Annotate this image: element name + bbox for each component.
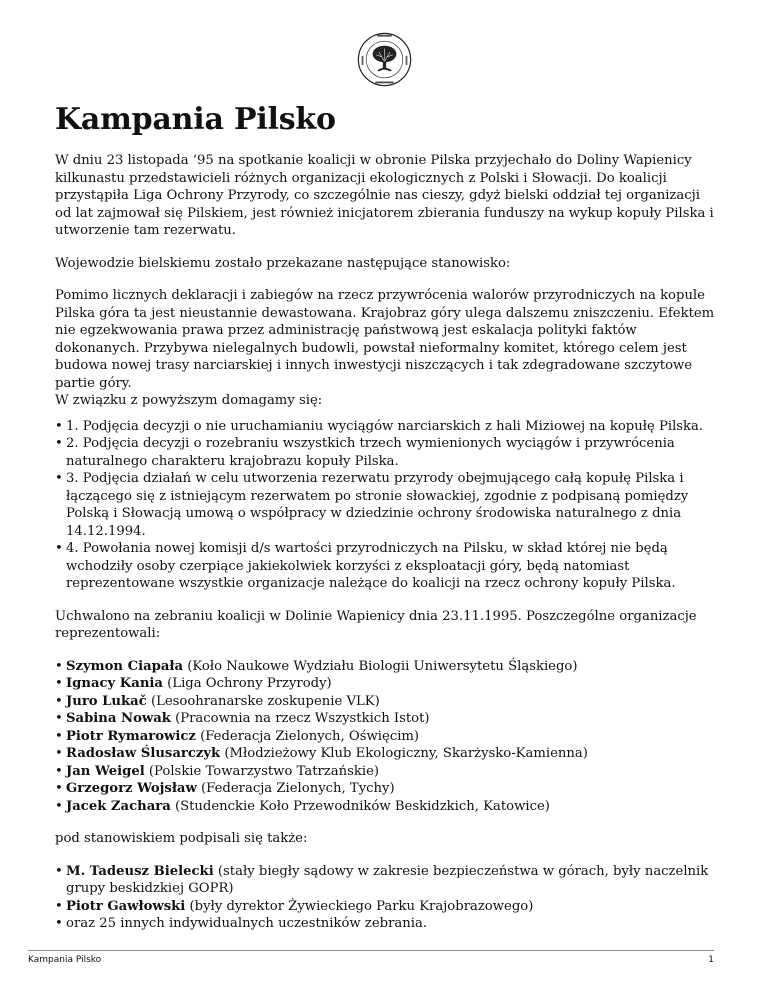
- organization: (Pracownia na rzecz Wszystkich Istot): [170, 711, 430, 726]
- resolution-paragraph: Uchwalono na zebraniu koalicji w Dolinie Wapienicy dnia 23.11.1995. Poszczególne organizacje reprezentowali:: [55, 608, 697, 641]
- organization: (Federacja Zielonych, Oświęcim): [195, 728, 420, 744]
- organization: (Koło Naukowe Wydziału Biologii Uniwersytetu Śląskiego): [183, 658, 578, 674]
- organization: (Liga Ochrony Przyrody): [162, 676, 332, 691]
- person-name: Radosław Ślusarczyk: [66, 746, 221, 761]
- description: oraz 25 innych indywidualnych uczestników zebrania.: [66, 916, 428, 931]
- statement-intro-paragraph: Wojewodzie bielskiemu zostało przekazane następujące stanowisko:: [55, 255, 511, 271]
- person-name: Piotr Gawłowski: [66, 898, 186, 914]
- organization: (Lesoohranarske zoskupenie VLK): [146, 693, 380, 709]
- list-item: [55, 915, 720, 933]
- person-name: M. Tadeusz Bielecki: [66, 863, 214, 879]
- list-item: [55, 863, 720, 898]
- demands-list: [55, 418, 720, 593]
- list-item: [55, 710, 720, 728]
- organization: (Polskie Towarzystwo Tatrzańskie): [144, 763, 380, 779]
- list-item: • 3. Podjęcia działań w celu utworzenia rezerwatu przyrody obejmującego całą kopułę Pilska i łączącego się z istniejącym rezerwatem po stronie słowackiej, zgodnie z podpisaną pomiędzy Polską i Słowacją umową o współpracy w dziedzinie ochrony środowiska naturalnego z dnia 14.12.1994.: [55, 470, 720, 540]
- person-name: Jan Weigel: [66, 763, 145, 779]
- tree-seal-logo-icon: [357, 32, 412, 87]
- person-name: Jacek Zachara: [66, 798, 171, 814]
- person-name: Grzegorz Wojsław: [66, 781, 197, 796]
- signatories-intro-paragraph: pod stanowiskiem podpisali się także:: [55, 831, 308, 846]
- list-item: [55, 658, 720, 676]
- page-number: 1: [708, 955, 714, 965]
- page-title: Kampania Pilsko: [55, 102, 336, 137]
- person-name: Szymon Ciapała: [66, 658, 184, 674]
- document-body: [55, 152, 720, 948]
- person-name: Sabina Nowak: [66, 711, 171, 726]
- organization: (Studenckie Koło Przewodników Beskidzkich, Katowice): [170, 798, 550, 814]
- footer-title: Kampania Pilsko: [28, 955, 102, 965]
- list-item: [55, 798, 720, 816]
- list-item: [55, 728, 720, 746]
- organization: (Młodzieżowy Klub Ekologiczny, Skarżysko-Kamienna): [220, 746, 588, 761]
- description: (były dyrektor Żywieckiego Parku Krajobrazowego): [185, 898, 534, 914]
- demand-intro-text: W związku z powyższym domagamy się:: [55, 393, 323, 408]
- person-name: Piotr Rymarowicz: [66, 728, 196, 744]
- list-item: [55, 898, 720, 916]
- list-item: [55, 780, 720, 798]
- list-item: [55, 763, 720, 781]
- list-item: [55, 693, 720, 711]
- list-item: • 2. Podjęcia decyzji o rozebraniu wszystkich trzech wymienionych wyciągów i przywrócenia naturalnego charakteru krajobrazu kopuły Pilska.: [55, 435, 720, 470]
- statement-paragraph: [55, 287, 720, 410]
- intro-paragraph: W dniu 23 listopada ‘95 na spotkanie koalicji w obronie Pilska przyjechało do Doliny Wapienicy kilkunastu przedstawicieli różnych organizacji ekologicznych z Polski i Słowacji. Do koalicji przystąpiła Liga Ochrony Przyrody, co szczególnie nas cieszy, gdyż bielski oddział tej organizacji od lat zajmował się Pilskiem, jest również inicjatorem zbierania funduszy na wykup kopuły Pilska i utworzenie tam rezerwatu.: [55, 153, 714, 238]
- list-item: [55, 675, 720, 693]
- description: (stały biegły sądowy w zakresie bezpieczeństwa w górach, były naczelnik grupy beskidzkiej GOPR): [66, 863, 709, 896]
- person-name: Ignacy Kania: [66, 676, 163, 691]
- list-item: [55, 745, 720, 763]
- person-name: Juro Lukač: [66, 693, 147, 709]
- footer-divider: [28, 950, 714, 951]
- statement-text: Pomimo licznych deklaracji i zabiegów na rzecz przywrócenia walorów przyrodniczych na kopule Pilska góra ta jest nieustannie dewastowana. Krajobraz góry ulega dalszemu zniszczeniu. Efektem nie egzekwowania prawa przez administrację państwową jest eskalacja polityki faktów dokonanych. Przybywa nielegalnych budowli, powstał nieformalny komitet, którego celem jest budowa nowej trasy narciarskiej i innych inwestycji niszczących i tak zdegradowane szczytowe partie góry.: [55, 288, 715, 391]
- organization: (Federacja Zielonych, Tychy): [196, 781, 395, 796]
- list-item: • 4. Powołania nowej komisji d/s wartości przyrodniczych na Pilsku, w skład której nie będą wchodziły osoby czerpiące jakiekolwiek korzyści z eksploatacji góry, będą natomiast reprezentowane wszystkie organizacje należące do koalicji na rzecz ochrony kopuły Pilska.: [55, 540, 720, 593]
- list-item: • 1. Podjęcia decyzji o nie uruchamianiu wyciągów narciarskich z hali Miziowej na kopułę Pilska.: [55, 418, 720, 436]
- representatives-list: [55, 658, 720, 816]
- signatories-list: [55, 863, 720, 933]
